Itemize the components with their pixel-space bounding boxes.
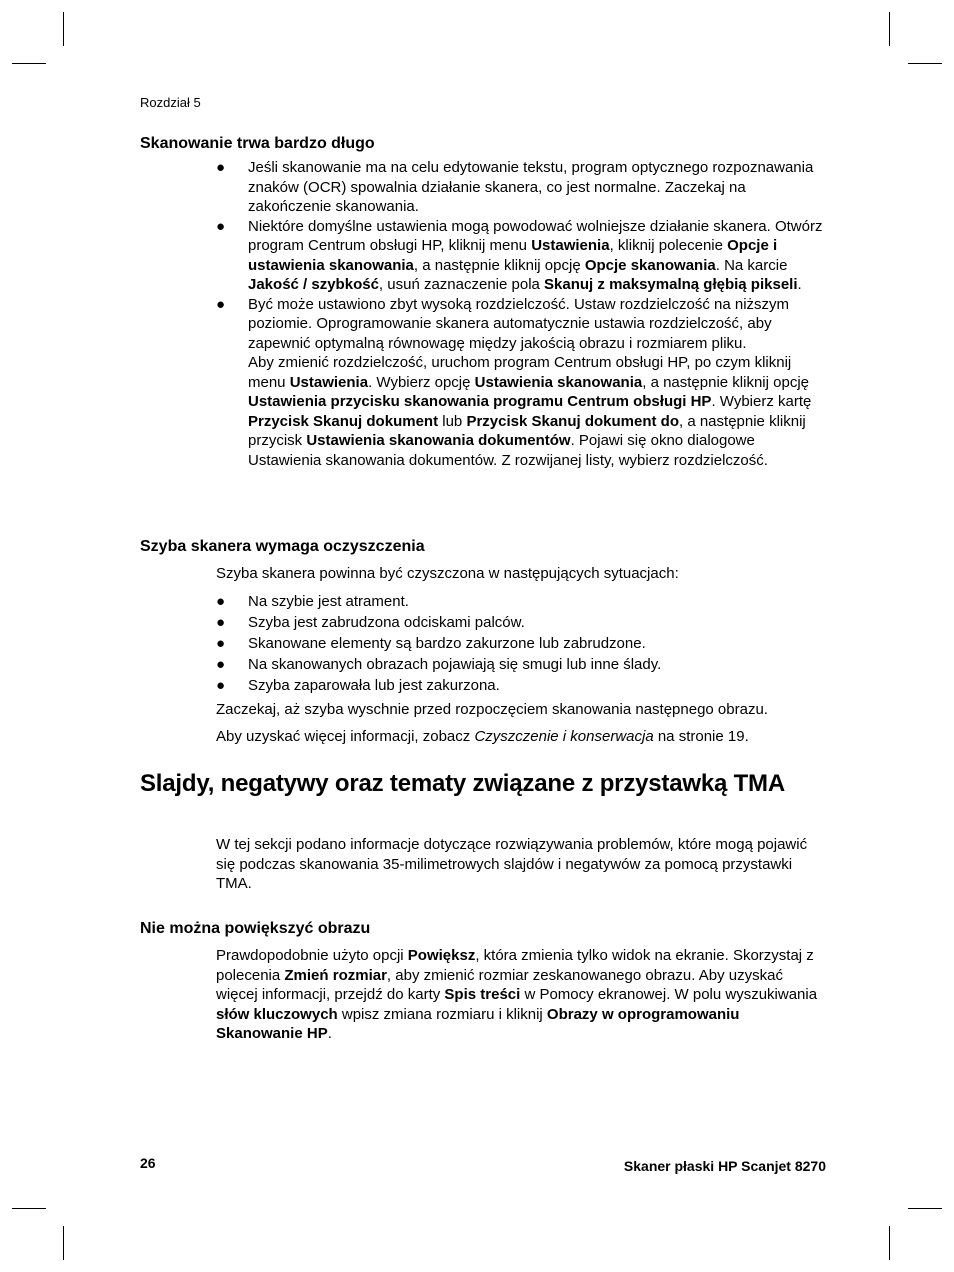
crop-mark-br-h	[908, 1208, 942, 1209]
bullet-icon: ●	[216, 593, 226, 610]
glass-cleaning-intro: Szyba skanera powinna być czyszczona w następujących sytuacjach:	[216, 565, 679, 582]
crop-mark-bl-h	[12, 1208, 46, 1209]
crop-mark-tr-h	[908, 63, 942, 64]
list-item: ● Na szybie jest atrament.	[216, 593, 409, 610]
bullet-icon: ●	[216, 295, 226, 313]
section-title-tma: Slajdy, negatywy oraz tematy związane z przystawką TMA	[140, 770, 785, 797]
cannot-enlarge-text: Prawdopodobnie użyto opcji Powiększ, która zmienia tylko widok na ekranie. Skorzystaj z polecenia Zmień rozmiar, aby zmienić rozmiar zeskanowanego obrazu. Aby uzyskać więcej informacji, przejdź do karty Spis treści w Pomocy ekranowej. W polu wyszukiwania słów kluczowych wpisz zmiana rozmiaru i kliknij Obrazy w oprogramowaniu Skanowanie HP.	[216, 947, 818, 1042]
crop-mark-bl-v	[63, 1226, 64, 1260]
bullet-icon: ●	[216, 656, 226, 673]
section-heading-cannot-enlarge: Nie można powiększyć obrazu	[140, 920, 371, 937]
list-item: ● Szyba zaparowała lub jest zakurzona.	[216, 677, 500, 694]
crop-mark-tl-v	[63, 12, 64, 46]
bullet-icon: ●	[216, 217, 226, 235]
crop-mark-br-v	[889, 1226, 890, 1260]
list-item: ● Na skanowanych obrazach pojawiają się smugi lub inne ślady.	[216, 656, 662, 673]
chapter-header: Rozdział 5	[140, 95, 201, 110]
list-item: ● Być może ustawiono zbyt wysoką rozdzielczość. Ustaw rozdzielczość na niższym poziomie. Oprogramowanie skanera automatycznie ustawia rozdzielczość, aby zapewnić optymalną równowagę między jakością obrazu i rozmiarem pliku. Aby zmienić rozdzielczość, uruchom program Centrum obsługi HP, po czym kliknij menu Ustawienia. Wybierz opcję Ustawienia skanowania, a następnie kliknij opcję Ustawienia przycisku skanowania programu Centrum obsługi HP. Wybierz kartę Przycisk Skanuj dokument lub Przycisk Skanuj dokument do, a następnie kliknij przycisk Ustawienia skanowania dokumentów. Pojawi się okno dialogowe Ustawienia skanowania dokumentów. Z rozwijanej listy, wybierz rozdzielczość.	[216, 295, 812, 469]
tma-intro: W tej sekcji podano informacje dotyczące rozwiązywania problemów, które mogą pojawić się podczas skanowania 35-milimetrowych slajdów i negatywów za pomocą przystawki TMA.	[216, 836, 808, 892]
list-item: ● Skanowane elementy są bardzo zakurzone lub zabrudzone.	[216, 635, 646, 652]
list-item: ● Niektóre domyślne ustawienia mogą powodować wolniejsze działanie skanera. Otwórz program Centrum obsługi HP, kliknij menu Ustawienia, kliknij polecenie Opcje i ustawienia skanowania, a następnie kliknij opcję Opcje skanowania. Na karcie Jakość / szybkość, usuń zaznaczenie pola Skanuj z maksymalną głębią pikseli.	[216, 217, 823, 293]
glass-cleaning-more-info: Aby uzyskać więcej informacji, zobacz Czyszczenie i konserwacja na stronie 19.	[216, 728, 749, 745]
bullet-icon: ●	[216, 635, 226, 652]
crop-mark-tr-v	[889, 12, 890, 46]
glass-cleaning-wait-note: Zaczekaj, aż szyba wyschnie przed rozpoczęciem skanowania następnego obrazu.	[216, 701, 768, 718]
list-item: ● Szyba jest zabrudzona odciskami palców.	[216, 614, 525, 631]
bullet-list-glass-cleaning	[216, 591, 826, 696]
bullet-list-scan-slow	[216, 158, 826, 470]
page-number: 26	[140, 1155, 156, 1171]
crop-mark-tl-h	[12, 63, 46, 64]
bullet-icon: ●	[216, 159, 226, 176]
bullet-icon: ●	[216, 677, 226, 694]
bullet-icon: ●	[216, 614, 226, 631]
section-heading-scan-slow: Skanowanie trwa bardzo długo	[140, 135, 375, 152]
list-item: ● Jeśli skanowanie ma na celu edytowanie tekstu, program optycznego rozpoznawania znaków (OCR) spowalnia działanie skanera, co jest normalne. Zaczekaj na zakończenie skanowania.	[216, 159, 814, 215]
footer-product-title: Skaner płaski HP Scanjet 8270	[623, 1158, 826, 1174]
section-heading-glass-cleaning: Szyba skanera wymaga oczyszczenia	[140, 538, 425, 555]
cleaning-link: Czyszczenie i konserwacja	[474, 728, 654, 745]
